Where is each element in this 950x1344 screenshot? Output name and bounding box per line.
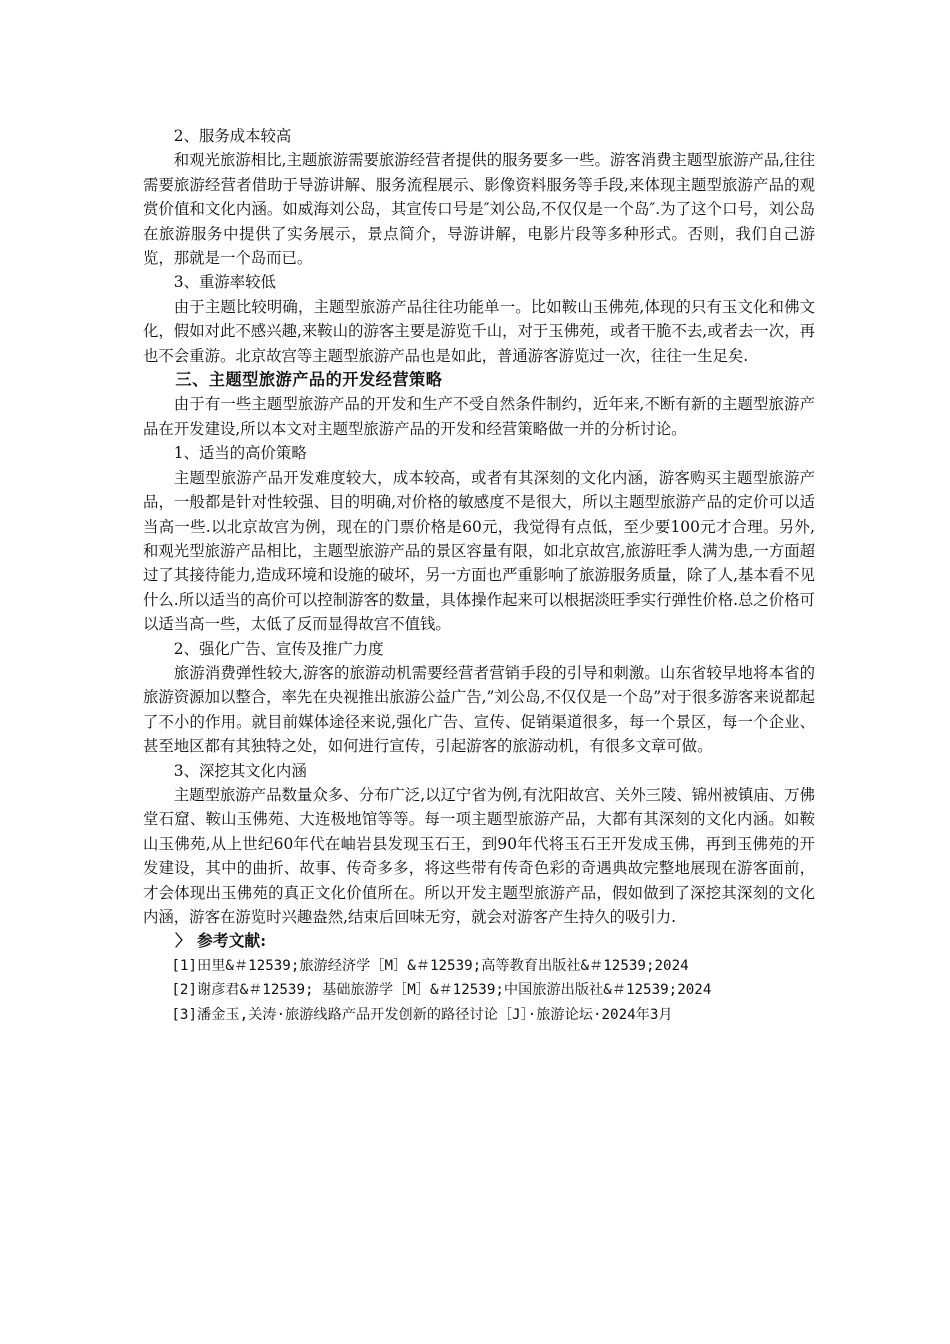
paragraph: 和观光旅游相比,主题旅游需要旅游经营者提供的服务要多一些。游客消费主题型旅游产品,往往需要旅游经营者借助于导游讲解、服务流程展示、影像资料服务等手段,来体现主题型旅游产品的观赏价值和文化内涵。如威海刘公岛，其宣传口号是″刘公岛,不仅仅是一个岛″.为了这个口号，刘公岛在旅游服务中提供了实务展示，景点简介，导游讲解，电影片段等多种形式。否则，我们自己游览，那就是一个岛而已。 [143,151,815,268]
paragraph: 由于主题比较明确，主题型旅游产品往往功能单一。比如鞍山玉佛苑,体现的只有玉文化和佛文化，假如对此不感兴趣,来鞍山的游客主要是游览千山，对于玉佛苑，或者干脆不去,或者去一次，再也不会重游。北京故宫等主题型旅游产品也是如此，普通游客游览过一次，往往一生足矣. [143,297,815,365]
section3-item-3 [143,759,815,930]
paragraph: 旅游消费弹性较大,游客的旅游动机需要经营者营销手段的引导和刺激。山东省较早地将本省的旅游资源加以整合，率先在央视推出旅游公益广告,”刘公岛,不仅仅是一个岛”对于很多游客来说都起了不小的作用。就目前媒体途径来说,强化广告、宣传、促销渠道很多，每一个景区，每一个企业、甚至地区都有其独特之处，如何进行宣传，引起游客的旅游动机，有很多文章可做。 [143,663,815,756]
section3-item-1 [143,441,815,636]
paragraph: 主题型旅游产品开发难度较大，成本较高，或者有其深刻的文化内涵，游客购买主题型旅游产品，一般都是针对性较强、目的明确,对价格的敏感度不是很大，所以主题型旅游产品的定价可以适当高一些.以北京故宫为例，现在的门票价格是60元，我觉得有点低，至少要100元才合理。另外,和观光型旅游产品相比，主题型旅游产品的景区容量有限，如北京故宫,旅游旺季人满为患,一方面超过了其接待能力,造成环境和设施的破坏，另一方面也严重影响了旅游服务质量，除了人,基本看不见什么.所以适当的高价可以控制游客的数量，具体操作起来可以根据淡旺季实行弹性价格.总之价格可以适当高一些，太低了反而显得故宫不值钱。 [143,468,815,634]
paragraph: 主题型旅游产品数量众多、分布广泛,以辽宁省为例,有沈阳故宫、关外三陵、锦州被镇庙、万佛堂石窟、鞍山玉佛苑、大连极地馆等等。每一项主题型旅游产品，大都有其深刻的文化内涵。如鞍山玉佛苑,从上世纪60年代在岫岩县发现玉石王，到90年代将玉石王开发成玉佛，再到玉佛苑的开发建设，其中的曲折、故事、传奇多多，将这些带有传奇色彩的奇遇典故完整地展现在游客面前，才会体现出玉佛苑的真正文化价值所在。所以开发主题型旅游产品，假如做到了深挖其深刻的文化内涵，游客在游览时兴趣盎然,结束后回味无穷，就会对游客产生持久的吸引力. [143,785,815,926]
section2-item-1 [143,124,815,270]
subheading-culture: 3、深挖其文化内涵 [173,761,307,780]
references-heading [143,929,815,953]
document-body [143,124,815,1027]
subheading-revisit-rate: 3、重游率较低 [173,273,276,292]
reference-item: [2]谢彦君&＃12539; 基础旅游学［M］&＃12539;中国旅游出版社&＃12539;2024 [171,982,712,999]
subheading-pricing: 1、适当的高价策略 [173,444,307,463]
section3-item-2 [143,637,815,759]
section2-item-2 [143,270,815,368]
reference-item: [3]潘金玉,关涛·旅游线路产品开发创新的路径讨论［J］·旅游论坛·2024年3月 [171,1006,673,1023]
subheading-advertising: 2、强化广告、宣传及推广力度 [173,639,384,658]
section3-intro: 由于有一些主题型旅游产品的开发和生产不受自然条件制约，近年来,不断有新的主题型旅游产品在开发建设,所以本文对主题型旅游产品的开发和经营策略做一并的分析讨论。 [143,395,815,438]
reference-item: [1]田里&＃12539;旅游经济学［M］&＃12539;高等教育出版社&＃12539;2024 [171,957,689,974]
section3-heading: 三、主题型旅游产品的开发经营策略 [175,370,443,390]
arrow-icon: 〉 [175,931,191,951]
references-title: 参考文献: [197,931,267,951]
subheading-service-cost: 2、服务成本较高 [173,127,292,145]
